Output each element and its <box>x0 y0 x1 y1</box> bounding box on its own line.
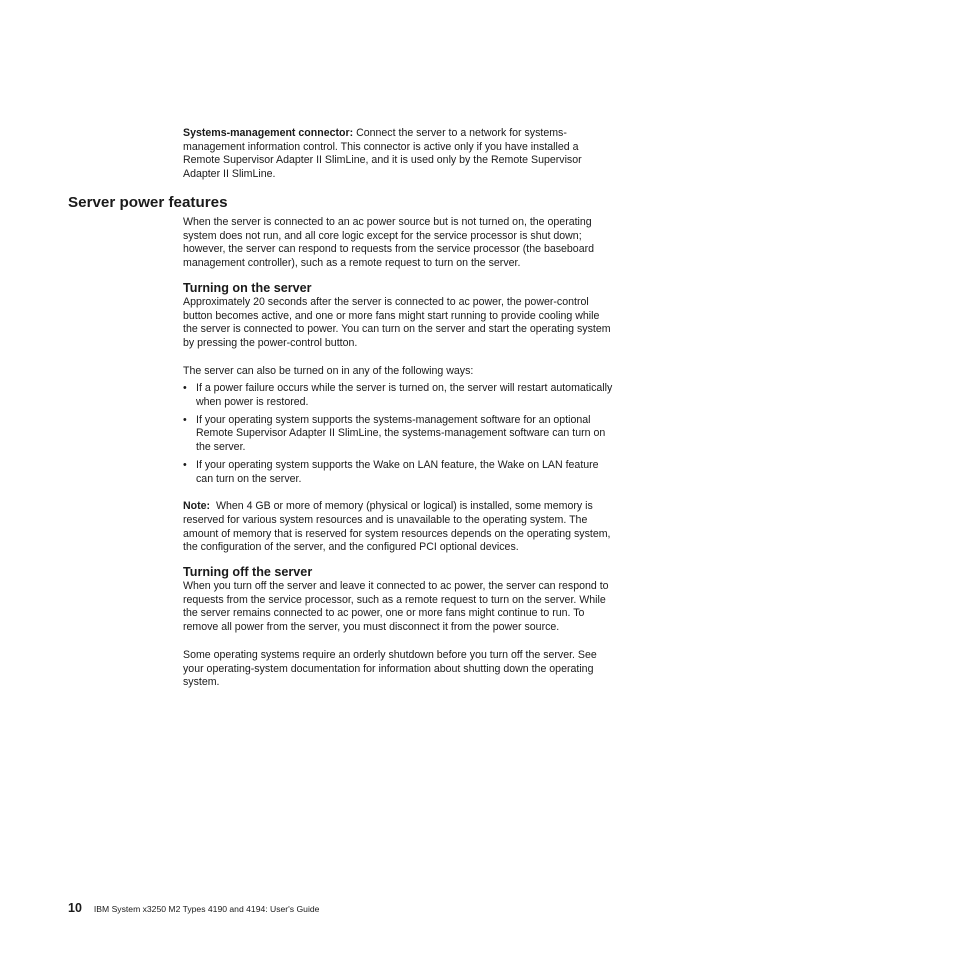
section-title: Server power features <box>68 194 228 211</box>
list-item <box>183 414 613 455</box>
footer-title: IBM System x3250 M2 Types 4190 and 4194: User's Guide <box>93 904 320 914</box>
connector-paragraph <box>183 127 613 182</box>
list-item <box>183 459 613 486</box>
list-item-text: If your operating system supports the Wake on LAN feature, the Wake on LAN feature can turn on the server. <box>196 458 599 485</box>
turning-off-paragraph-1: When you turn off the server and leave it connected to ac power, the server can respond to requests from the service processor, such as a remote request to turn on the server. While the server remains connected to ac power, one or more fans might continue to run. To remove all power from the server, you must disconnect it from the power source. <box>183 580 609 634</box>
connector-term: Systems-management connector: <box>183 127 354 139</box>
turning-on-title: Turning on the server <box>183 280 312 295</box>
turning-off-title: Turning off the server <box>183 565 313 580</box>
bullet-icon: • <box>183 413 187 426</box>
memory-note <box>183 500 613 555</box>
note-label: Note: <box>183 500 211 513</box>
bullet-icon: • <box>183 458 187 471</box>
turning-on-paragraph-2: The server can also be turned on in any of the following ways: <box>183 364 474 377</box>
note-text: When 4 GB or more of memory (physical or logical) is installed, some memory is reserved for various system resources and is unavailable to the operating system. The amount of memory that is reserved for system resources depends on the operating system, the configuration of the server, and the configured PCI optional devices. <box>183 500 611 554</box>
turning-off-paragraph-2: Some operating systems require an orderly shutdown before you turn off the server. See your operating-system documentation for information about shutting down the operating system. <box>183 648 597 689</box>
turning-on-ways-list <box>183 382 613 486</box>
connector-description <box>183 127 613 182</box>
page-number: 10 <box>68 901 82 915</box>
list-item <box>183 382 613 409</box>
section-intro: When the server is connected to an ac power source but is not turned on, the operating system does not run, and all core logic except for the service processor is shut down; however, the server can respond to requests from the service processor (the baseboard management controller), such as a remote request to turn on the server. <box>183 216 595 270</box>
connector-text: Connect the server to a network for systems-management information control. This connector is active only if you have installed a Remote Supervisor Adapter II SlimLine, and it is used only by the Remote Supervisor Adapter II SlimLine. <box>183 127 582 181</box>
page-footer <box>68 901 319 915</box>
list-item-text: If your operating system supports the systems-management software for an optional Remote Supervisor Adapter II SlimLine, the systems-management software can turn on the server. <box>196 413 606 454</box>
list-item-text: If a power failure occurs while the server is turned on, the server will restart automatically when power is restored. <box>196 382 613 409</box>
turning-on-paragraph-1: Approximately 20 seconds after the server is connected to ac power, the power-control button becomes active, and one or more fans might start running to provide cooling while the server is connected to power. You can turn on the server and start the operating system by pressing the power-control button. <box>183 295 611 349</box>
bullet-icon: • <box>183 382 187 395</box>
section-body <box>183 216 613 690</box>
